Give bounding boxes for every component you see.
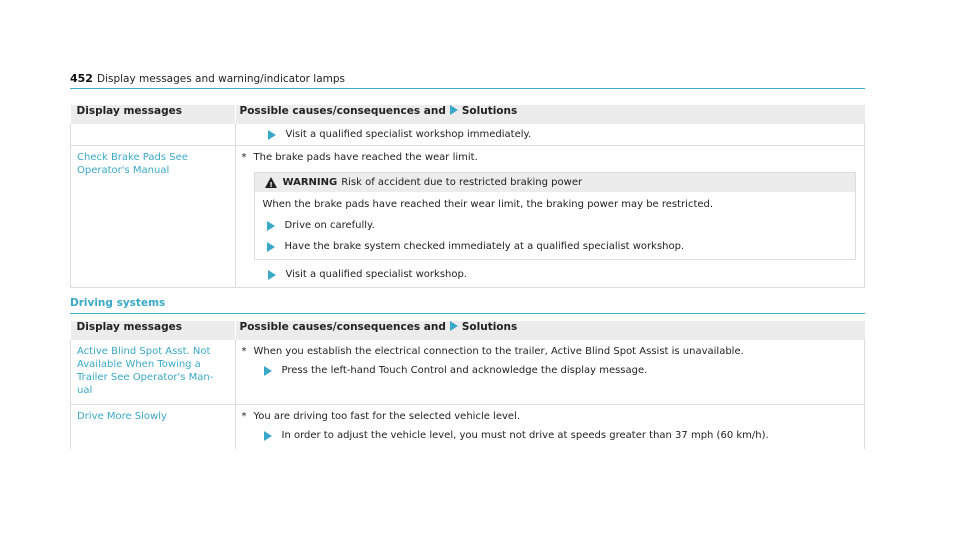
action-arrow-icon: [264, 366, 272, 376]
col-header-causes: Possible causes/consequences and Solutions: [235, 321, 865, 340]
action-arrow-icon: [268, 270, 276, 280]
page-number: 452: [70, 72, 93, 85]
table-header-row: [71, 105, 865, 124]
display-message-link[interactable]: Check Brake Pads See Operator's Manual: [71, 146, 236, 288]
col-header-display-messages: Display messages: [71, 321, 236, 340]
cause-item: * When you establish the electrical connection to the trailer, Active Blind Spot Assist is unavailable.: [241, 346, 744, 357]
warning-header: ! WARNING Risk of accident due to restricted braking power: [255, 173, 856, 192]
display-message-link[interactable]: Active Blind Spot Asst. Not Available When Towing a Trailer See Operator's Man-ual: [71, 340, 236, 405]
page-header: [70, 70, 865, 89]
warning-box: ! WARNING Risk of accident due to restricted braking power When the brake pads have reached their wear limit, the braking power may be restricted. Drive on carefully. Have the brake system checked immediately at a qualified specialist workshop.: [254, 172, 857, 260]
action-item: Press the left-hand Touch Control and acknowledge the display message.: [264, 364, 857, 377]
table-row: [71, 340, 865, 405]
cause-item: * The brake pads have reached the wear limit.: [241, 152, 478, 163]
action-item: Visit a qualified specialist workshop immediately.: [268, 128, 857, 141]
page-header-title: Display messages and warning/indicator lamps: [97, 73, 345, 85]
solution-arrow-icon: [450, 321, 458, 331]
messages-table-driving-systems: [70, 321, 865, 449]
section-title: Driving systems: [70, 297, 865, 314]
action-arrow-icon: [264, 431, 272, 441]
table-row: [71, 405, 865, 450]
action-item: In order to adjust the vehicle level, you must not drive at speeds greater than 37 mph (60 km/h).: [264, 429, 857, 442]
action-item: Drive on carefully.: [267, 219, 848, 232]
action-item: Visit a qualified specialist workshop.: [268, 268, 857, 281]
action-arrow-icon: [267, 221, 275, 231]
display-message-link[interactable]: Drive More Slowly: [71, 405, 236, 450]
table-row: [71, 124, 865, 146]
action-item: Have the brake system checked immediately at a qualified specialist workshop.: [267, 240, 848, 253]
table-header-row: [71, 321, 865, 340]
table-row: [71, 146, 865, 288]
warning-triangle-icon: !: [265, 177, 277, 188]
action-arrow-icon: [267, 242, 275, 252]
col-header-display-messages: Display messages: [71, 105, 236, 124]
messages-table-brakes: [70, 105, 865, 288]
action-arrow-icon: [268, 130, 276, 140]
solution-arrow-icon: [450, 105, 458, 115]
col-header-causes: Possible causes/consequences and Solutions: [235, 105, 865, 124]
cause-item: * You are driving too fast for the selected vehicle level.: [241, 411, 521, 422]
